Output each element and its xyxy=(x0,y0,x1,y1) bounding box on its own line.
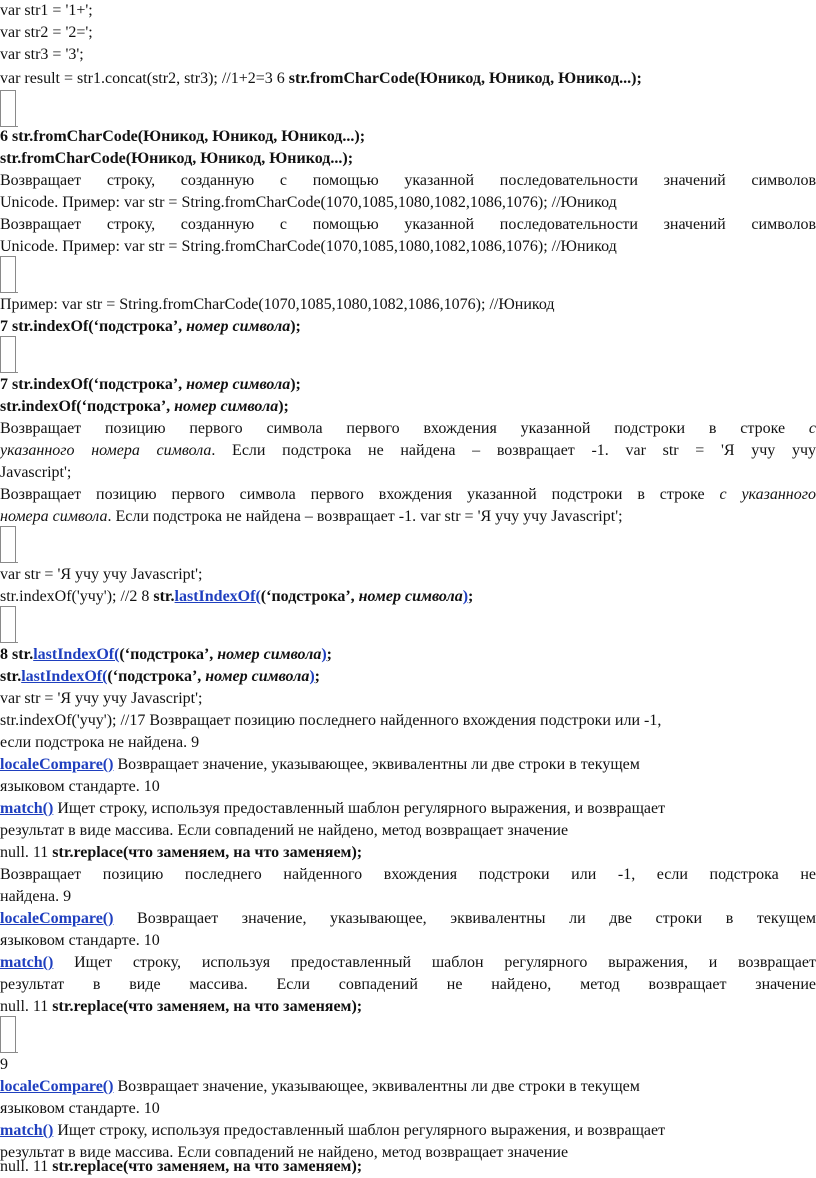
paragraph-line xyxy=(0,754,816,776)
paragraph-line: Unicode. Пример: var str = String.fromCharCode(1070,1085,1080,1082,1086,1076); //Юникод xyxy=(0,238,617,255)
lastindexof-link[interactable]: lastIndexOf( xyxy=(174,588,261,605)
text: null. 11 xyxy=(0,998,53,1015)
paragraph-line xyxy=(0,996,816,1018)
method-heading: str.replace(что заменяем, на что заменяем); xyxy=(52,844,363,861)
localecompare-link[interactable]: localeCompare() xyxy=(0,910,114,927)
code-line: var str1 = '1+'; xyxy=(0,2,93,19)
code-line: var str2 = '2='; xyxy=(0,24,93,41)
text: с указанного xyxy=(719,486,816,503)
text: Ищет строку, используя предоставленный шаблон регулярного выражения, и возвращает xyxy=(53,954,816,971)
text: 7 str.indexOf(‘подстрока’, xyxy=(0,376,187,393)
paragraph-line: Возвращает строку, созданную с помощью указанной последовательности значений символов xyxy=(0,172,816,189)
text: (‘подстрока’, xyxy=(119,646,218,663)
text: . Если подстрока не найдена – возвращает -1. var str = 'Я учу учу xyxy=(211,442,816,459)
image-placeholder-box xyxy=(0,1016,16,1052)
image-placeholder-box xyxy=(0,90,16,126)
text: номер символа xyxy=(205,668,310,685)
text: указанного номера символа xyxy=(0,442,212,459)
text: номер символа xyxy=(186,376,291,393)
paragraph-line: Возвращает позицию последнего найденного вхождения подстроки или -1, если подстрока не xyxy=(0,866,816,883)
text: (‘подстрока’, xyxy=(107,668,206,685)
text: Возвращает значение, указывающее, эквивалентны ли две строки в текущем xyxy=(113,1078,640,1095)
paragraph-line xyxy=(0,418,816,440)
text: номер символа xyxy=(186,318,291,335)
method-heading xyxy=(0,374,816,396)
text: Ищет строку, используя предоставленный шаблон регулярного выражения, и возвращает xyxy=(53,1122,666,1139)
text: номер символа xyxy=(174,398,279,415)
text: str. xyxy=(0,668,22,685)
paragraph-line: str.indexOf('учу'); //17 Возвращает позицию последнего найденного вхождения подстроки или -1, xyxy=(0,712,662,729)
localecompare-link[interactable]: localeCompare() xyxy=(0,1078,114,1095)
text: номера символа xyxy=(0,508,108,525)
match-link[interactable]: match() xyxy=(0,800,54,817)
paragraph-line xyxy=(0,506,816,528)
paragraph-line xyxy=(0,440,816,462)
text: Возвращает позицию первого символа первого вхождения указанной подстроки в строке xyxy=(0,486,720,503)
match-link[interactable]: match() xyxy=(0,1122,54,1139)
code-line: var str3 = '3'; xyxy=(0,46,84,63)
localecompare-link[interactable]: localeCompare() xyxy=(0,756,114,773)
text: номер символа xyxy=(358,588,463,605)
image-placeholder-box xyxy=(0,606,16,642)
paragraph-line: Javascript'; xyxy=(0,464,72,481)
method-heading xyxy=(0,644,816,666)
method-heading: 6 str.fromCharCode(Юникод, Юникод, Юникод...); xyxy=(0,128,366,145)
lastindexof-link[interactable]: lastIndexOf( xyxy=(21,668,108,685)
text: Возвращает значение, указывающее, эквивалентны ли две строки в текущем xyxy=(113,910,816,927)
method-heading: str.fromCharCode(Юникод, Юникод, Юникод...); xyxy=(0,150,354,167)
paragraph-line: результат в виде массива. Если совпадений не найдено, метод возвращает значение xyxy=(0,822,569,839)
text: null. 11 xyxy=(0,1158,53,1175)
paragraph-line xyxy=(0,842,816,864)
paragraph-line xyxy=(0,1076,816,1098)
match-link[interactable]: match() xyxy=(0,954,54,971)
text: ; xyxy=(326,646,332,663)
method-heading: str.replace(что заменяем, на что заменяем); xyxy=(52,1158,363,1175)
text: ; xyxy=(468,588,474,605)
paragraph-line: Unicode. Пример: var str = String.fromCharCode(1070,1085,1080,1082,1086,1076); //Юникод xyxy=(0,194,617,211)
method-heading xyxy=(0,396,816,418)
paren-link[interactable]: ) xyxy=(309,668,315,685)
text: var result = str1.concat(str2, str3); //1+2=3 6 xyxy=(0,70,285,87)
paragraph-line xyxy=(0,484,816,506)
paragraph-line: Возвращает строку, созданную с помощью указанной последовательности значений символов xyxy=(0,216,816,233)
code-line xyxy=(0,586,816,608)
paragraph-line xyxy=(0,1120,816,1142)
text: Возвращает значение, указывающее, эквивалентны ли две строки в текущем xyxy=(113,756,640,773)
code-line: var str = 'Я учу учу Javascript'; xyxy=(0,566,203,583)
image-placeholder-box xyxy=(0,336,16,372)
paragraph-line xyxy=(0,798,816,820)
text: номер символа xyxy=(217,646,322,663)
paragraph-line: результат в виде массива. Если совпадений не найдено, метод возвращает значение xyxy=(0,1144,569,1161)
paragraph-line: Пример: var str = String.fromCharCode(1070,1085,1080,1082,1086,1076); //Юникод xyxy=(0,296,555,313)
text: ); xyxy=(278,398,289,415)
text: (‘подстрока’, xyxy=(260,588,359,605)
paragraph-line xyxy=(0,908,816,930)
text: str.indexOf(‘подстрока’, xyxy=(12,318,187,335)
text: ; xyxy=(314,668,320,685)
text: 7 xyxy=(0,318,12,335)
paragraph-line xyxy=(0,952,816,974)
text: 8 str. xyxy=(0,646,34,663)
paragraph-line: языковом стандарте. 10 xyxy=(0,1100,160,1117)
text: Ищет строку, используя предоставленный шаблон регулярного выражения, и возвращает xyxy=(53,800,666,817)
image-placeholder-box xyxy=(0,256,16,292)
text: с xyxy=(808,420,816,437)
method-heading xyxy=(0,666,816,688)
method-heading xyxy=(0,316,816,338)
code-line: var str = 'Я учу учу Javascript'; xyxy=(0,690,203,707)
paragraph-line: найдена. 9 xyxy=(0,888,72,905)
text: Возвращает позицию первого символа первого вхождения указанной подстроки в строке xyxy=(0,420,809,437)
text: null. 11 xyxy=(0,844,53,861)
text: . Если подстрока не найдена – возвращает -1. var str = 'Я учу учу Javascript'; xyxy=(107,508,623,525)
image-placeholder-box xyxy=(0,526,16,562)
paragraph-line: если подстрока не найдена. 9 xyxy=(0,734,200,751)
text: str.indexOf(‘подстрока’, xyxy=(0,398,175,415)
paren-link[interactable]: ) xyxy=(462,588,469,605)
code-line xyxy=(0,68,816,90)
paragraph-line: языковом стандарте. 10 xyxy=(0,778,160,795)
paren-link[interactable]: ) xyxy=(321,646,327,663)
method-heading: str.fromCharCode(Юникод, Юникод, Юникод...); xyxy=(288,70,642,87)
paragraph-line: языковом стандарте. 10 xyxy=(0,932,160,949)
text: str.indexOf('учу'); //2 8 xyxy=(0,588,154,605)
section-number: 9 xyxy=(0,1056,8,1073)
text: str. xyxy=(153,588,175,605)
paragraph-line xyxy=(0,1156,816,1178)
text: ); xyxy=(290,318,301,335)
paragraph-line: результат в виде массива. Если совпадений не найдено, метод возвращает значение xyxy=(0,976,816,993)
method-heading: str.replace(что заменяем, на что заменяем); xyxy=(52,998,363,1015)
text: ); xyxy=(290,376,301,393)
lastindexof-link[interactable]: lastIndexOf( xyxy=(33,646,120,663)
